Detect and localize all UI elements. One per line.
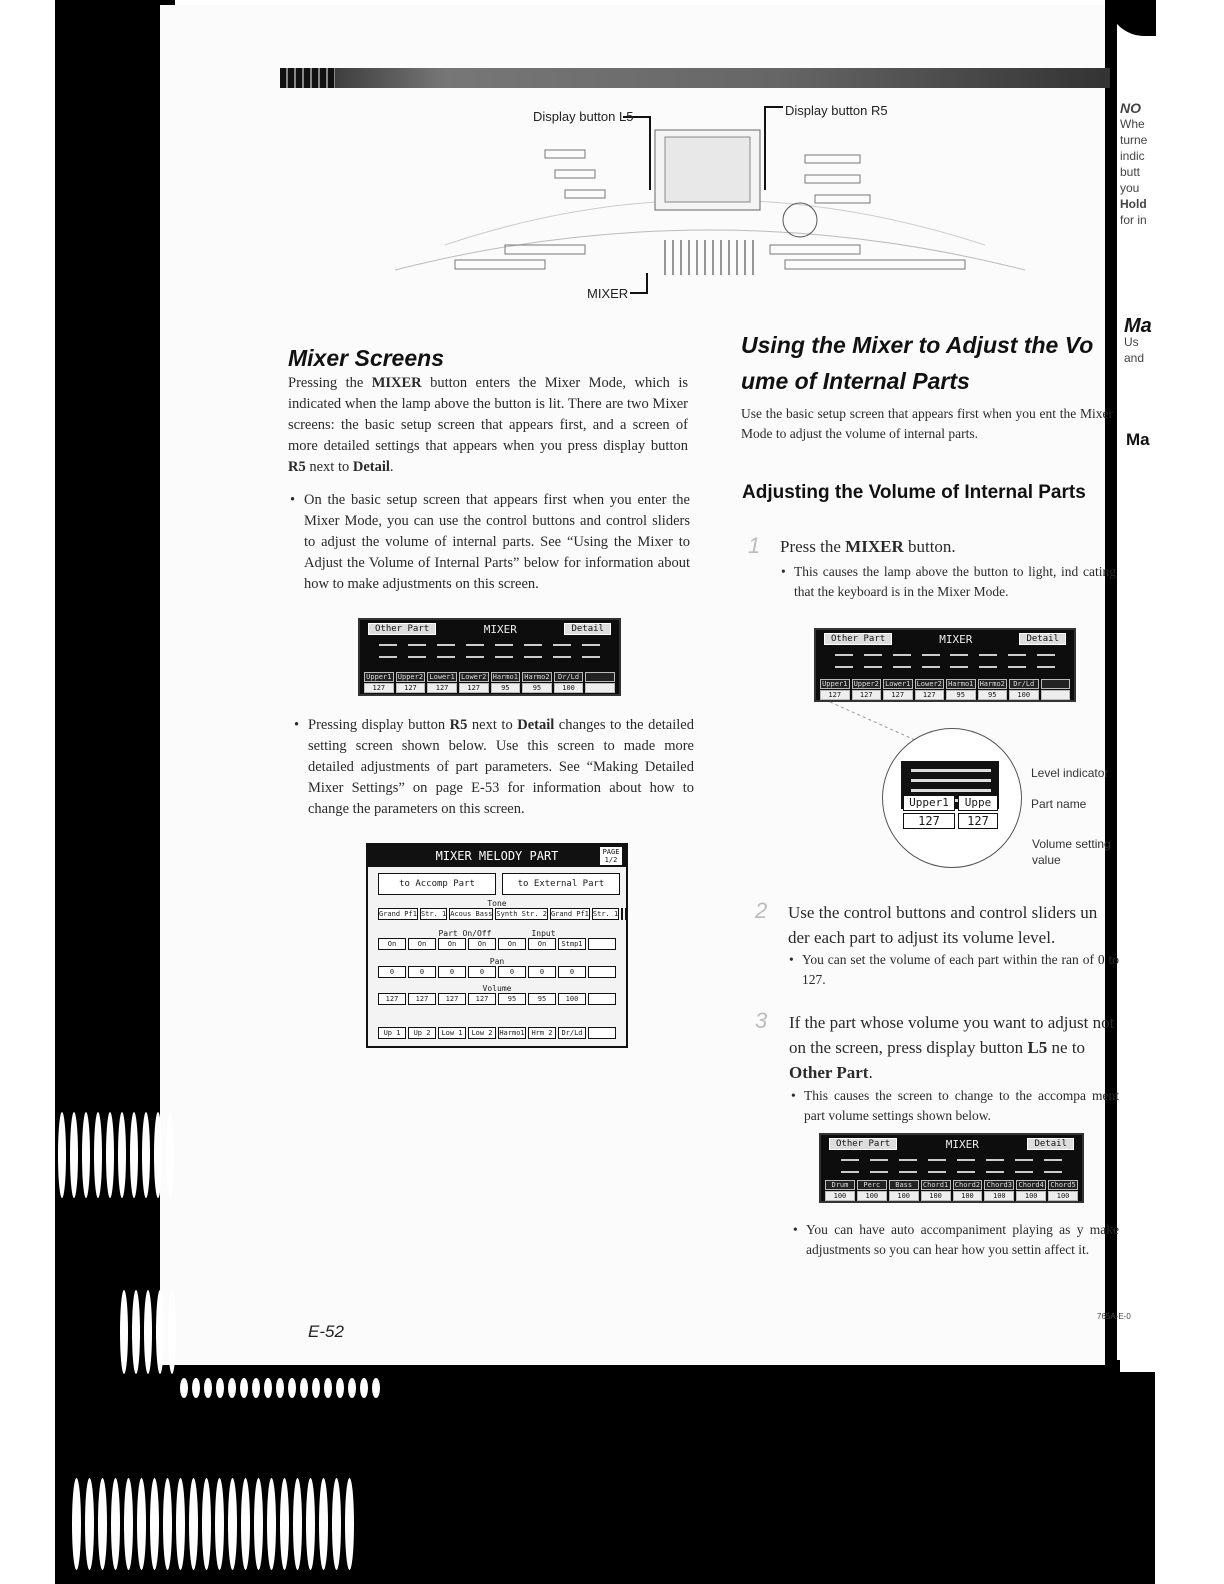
lcd2-to-accomp-button: to Accomp Part	[378, 873, 496, 895]
side-heading-ma-1	[1124, 315, 1158, 366]
pan-cell: 0	[468, 966, 496, 978]
volume-cell: 95	[498, 993, 526, 1005]
part-value: 100	[889, 1191, 919, 1201]
lcd-part-values	[825, 1191, 1078, 1201]
side-heading-text: Ma	[1124, 315, 1152, 337]
lcd-part-names	[820, 679, 1070, 689]
pan-cell: 0	[498, 966, 526, 978]
text-span: Press the	[780, 537, 846, 556]
part-value: 127	[364, 683, 394, 693]
lcd-other-part: Other Part	[368, 623, 436, 635]
tone-cell: Str. 1	[592, 910, 619, 918]
lcd-level-bars	[830, 654, 1060, 668]
part-name: Upper1	[364, 672, 394, 682]
side-note-line: indic	[1120, 149, 1145, 163]
lcd-mixer-accomp	[819, 1133, 1084, 1203]
volume-cell: 100	[558, 993, 586, 1005]
onoff-cell: On	[378, 938, 406, 950]
lcd2-onoff	[378, 938, 616, 950]
pan-cell: 0	[378, 966, 406, 978]
side-note	[1120, 100, 1160, 228]
scan-teeth-1	[58, 1112, 174, 1198]
onoff-cell: On	[438, 938, 466, 950]
part-name: Chord4	[1016, 1180, 1046, 1190]
onoff-cell: On	[408, 938, 436, 950]
part-cell: Harmo1	[499, 1029, 525, 1037]
step1-text	[780, 534, 956, 559]
part-name: Drum	[825, 1180, 855, 1190]
step2-number: 2	[755, 898, 768, 923]
lcd-detail: Detail	[1027, 1138, 1074, 1150]
part-value: 95	[522, 683, 552, 693]
tone-cell: Grand Pf1	[550, 910, 589, 918]
onoff-cell: On	[498, 938, 526, 950]
lcd-mixer-basic	[358, 618, 621, 696]
text-span: If the part whose volume you want to adjust not on the screen, press display button	[789, 1013, 1115, 1057]
part-name: Lower1	[883, 679, 913, 689]
step1-number: 1	[748, 533, 761, 558]
text-span: next to	[305, 459, 353, 475]
part-name: Upper2	[396, 672, 426, 682]
lcd2-tones	[378, 908, 619, 920]
part-name: Lower2	[459, 672, 489, 682]
part-name: Lower2	[915, 679, 945, 689]
part-name: Harmo1	[491, 672, 521, 682]
tone-cell	[625, 908, 627, 920]
part-name: Harmo2	[522, 672, 552, 682]
tone-cell: Grand Pf1	[379, 910, 417, 918]
lcd-level-bars	[374, 644, 605, 658]
lcd2-to-external-button: to External Part	[502, 873, 620, 895]
tone-cell: Str. 1	[420, 910, 447, 918]
lcd2-parts	[378, 1027, 616, 1039]
part-value: 95	[978, 690, 1008, 700]
part-value: 127	[915, 690, 945, 700]
volume-cell: 127	[378, 993, 406, 1005]
part-cell: Up 2	[408, 1027, 436, 1039]
section-header-bar	[280, 68, 1110, 88]
onoff-cell	[588, 938, 616, 950]
volume-cell: 127	[438, 993, 466, 1005]
zoom-circle	[882, 728, 1022, 868]
callout-line: Volume setting	[1032, 837, 1111, 851]
step3-bullet-2: • You can have auto accompaniment playing as y make adjustments so you can hear how you settin affect it.	[793, 1220, 1119, 1260]
lcd-top	[821, 1135, 1082, 1153]
part-value: 127	[427, 683, 457, 693]
part-name: Upper2	[852, 679, 882, 689]
step1-bullet: • This causes the lamp above the button to light, ind cating that the keyboard is in the Mixer Mode.	[781, 562, 1116, 602]
lcd-mixer-step1	[814, 628, 1076, 702]
callout-part-name: Part name	[1031, 797, 1087, 811]
part-cell: Low 2	[468, 1027, 496, 1039]
part-name: Chord2	[953, 1180, 983, 1190]
part-value	[585, 683, 615, 693]
part-name: Harmo1	[946, 679, 976, 689]
bold-mixer: MIXER	[845, 537, 904, 556]
lcd-part-names	[825, 1180, 1078, 1190]
bold-r5: R5	[288, 459, 306, 475]
part-value: 100	[825, 1191, 855, 1201]
label-display-button-l5: Display button L5	[533, 109, 634, 124]
label-mixer: MIXER	[587, 286, 629, 301]
pan-cell: 0	[558, 966, 586, 978]
zoom-part-name: Uppe	[958, 795, 998, 811]
bullet-detail-screen	[294, 715, 694, 820]
part-cell: Hrm 2	[528, 1027, 556, 1039]
zoom-part-names	[903, 795, 998, 811]
lcd-title: MIXER	[939, 632, 973, 646]
lcd2-onoff-label: Part On/Off	[438, 929, 492, 938]
lcd-other-part: Other Part	[824, 633, 892, 645]
part-name: Lower1	[427, 672, 457, 682]
zoom-volume-value: 127	[903, 813, 955, 829]
part-value: 100	[953, 1191, 983, 1201]
intro-paragraph	[288, 373, 688, 478]
part-name: Dr/Ld	[1009, 679, 1039, 689]
pan-cell: 0	[408, 966, 436, 978]
pan-cell: 0	[438, 966, 466, 978]
text-span: Pressing the	[288, 375, 372, 391]
lcd2-header	[368, 845, 626, 867]
volume-cell: 95	[528, 993, 556, 1005]
lcd2-pan-label: Pan	[489, 957, 505, 966]
side-note-line: Hold	[1120, 197, 1147, 211]
scan-teeth-3	[180, 1378, 380, 1398]
text-span: ne to	[1047, 1038, 1086, 1057]
lcd-part-values	[364, 683, 615, 693]
page-number: E-52	[308, 1322, 344, 1341]
step3-text	[789, 1010, 1119, 1085]
heading-using-mixer-line1: Using the Mixer to Adjust the Vo	[741, 332, 1094, 358]
tone-cell: Acous Bass	[450, 910, 493, 918]
zoom-values	[903, 813, 998, 829]
side-note-line: and	[1124, 351, 1145, 365]
part-value: 100	[1048, 1191, 1078, 1201]
part-cell	[588, 1027, 616, 1039]
lcd2-title: MIXER MELODY PART	[435, 849, 559, 863]
bold-r5: R5	[449, 717, 468, 733]
text-span: .	[868, 1063, 873, 1082]
lcd2-volume	[378, 993, 616, 1005]
part-value: 127	[396, 683, 426, 693]
side-note-line: butt	[1120, 165, 1141, 179]
part-cell: Dr/Ld	[558, 1027, 586, 1039]
pan-cell: 0	[528, 966, 556, 978]
step2-bullet: • You can set the volume of each part within the ran of 0 to 127.	[789, 950, 1119, 990]
lcd-top	[816, 630, 1074, 648]
part-name: Chord3	[984, 1180, 1014, 1190]
heading-using-mixer-line2: ume of Internal Parts	[741, 368, 970, 394]
part-name: Upper1	[820, 679, 850, 689]
part-value: 100	[554, 683, 584, 693]
document-code: 765A-E-0	[1097, 1312, 1131, 1321]
lcd2-pan	[378, 966, 616, 978]
part-value: 100	[1016, 1191, 1046, 1201]
step2-text: Use the control buttons and control sliders un der each part to adjust its volume level.	[788, 903, 1098, 947]
text-span: .	[389, 459, 394, 475]
step3-bullet: • This causes the screen to change to the accompa ment part volume settings shown below.	[791, 1086, 1119, 1126]
zoom-part-name: Upper1	[903, 795, 955, 811]
lcd-top	[360, 620, 619, 638]
lcd-detail: Detail	[564, 623, 611, 635]
part-value	[1041, 690, 1071, 700]
part-value: 100	[857, 1191, 887, 1201]
lcd-part-names	[364, 672, 615, 682]
subheading-adjusting: Adjusting the Volume of Internal Parts	[742, 482, 1086, 503]
label-display-button-r5: Display button R5	[785, 103, 888, 118]
lcd-part-values	[820, 690, 1070, 700]
keyboard-figure	[385, 95, 1035, 315]
side-note-line: turne	[1120, 133, 1148, 147]
text-span: next to	[467, 717, 518, 733]
part-value: 95	[491, 683, 521, 693]
keyboard-illustration	[385, 95, 1035, 315]
lcd2-tone-label: Tone	[487, 899, 507, 908]
volume-cell	[588, 993, 616, 1005]
side-note-line: for in	[1120, 213, 1147, 227]
text-span: changes to the detailed setting screen shown below. Use this screen to made more detailed adjustments of part parameters. See “Making Detailed Mixer Settings” on page E-53 for information about how to change the parameters on this screen.	[308, 717, 694, 817]
onoff-cell: On	[468, 938, 496, 950]
side-note-line: Whe	[1120, 117, 1145, 131]
part-value: 127	[459, 683, 489, 693]
onoff-cell: Stmp1	[558, 938, 586, 950]
bold-l5: L5	[1027, 1038, 1048, 1057]
lcd2-page: PAGE 1/2	[600, 847, 622, 865]
text-span: button enters the Mixer Mode, which is indicated when the lamp above the button is lit. There are two Mixer screens: the basic setup screen that appears first, and a screen of more detailed settings that appears when you press display button	[288, 375, 688, 454]
side-note-line: you	[1120, 181, 1140, 195]
scan-spine	[1105, 0, 1117, 1370]
bold-detail: Detail	[517, 717, 555, 733]
side-note-line: Us	[1124, 335, 1139, 349]
part-name: Chord5	[1048, 1180, 1078, 1190]
part-value: 100	[921, 1191, 951, 1201]
lcd2-input-label: Input	[531, 929, 556, 938]
onoff-cell: On	[528, 938, 556, 950]
zoom-volume-value: 127	[958, 813, 998, 829]
part-cell: Up 1	[378, 1027, 406, 1039]
text-span: button.	[903, 537, 956, 556]
side-note-heading: NO	[1120, 100, 1141, 116]
step3-number: 3	[755, 1008, 768, 1033]
lcd-title: MIXER	[945, 1137, 979, 1151]
callout-line: value	[1032, 853, 1061, 867]
part-value: 95	[946, 690, 976, 700]
part-value: 127	[852, 690, 882, 700]
lcd2-volume-label: Volume	[482, 984, 512, 993]
tone-cell: Synth Str. 2	[496, 910, 547, 918]
next-page-strip	[1117, 40, 1157, 1360]
scan-teeth-4	[72, 1478, 354, 1570]
lcd-mixer-detail	[366, 843, 628, 1048]
lcd-other-part: Other Part	[829, 1138, 897, 1150]
lcd-level-bars	[835, 1159, 1068, 1173]
lcd2-onoff-labels	[378, 929, 616, 938]
heading-mixer-screens: Mixer Screens	[288, 345, 444, 371]
part-value: 100	[984, 1191, 1014, 1201]
part-name: Chord1	[921, 1180, 951, 1190]
lcd-detail: Detail	[1019, 633, 1066, 645]
bold-mixer: MIXER	[371, 375, 422, 391]
part-name: Dr/Ld	[554, 672, 584, 682]
part-name: Bass	[889, 1180, 919, 1190]
volume-cell: 127	[468, 993, 496, 1005]
bullet-basic-screen: • On the basic setup screen that appears first when you enter the Mixer Mode, you can use the control buttons and control sliders to adjust the volume of internal parts. See “Using the Mixer to Adjust the Volume of Internal Parts” below for information about how to make adjustments on this screen.	[290, 490, 690, 595]
side-heading-ma-2: Ma	[1126, 430, 1150, 449]
right-intro: Use the basic setup screen that appears first when you ent the Mixer Mode to adjust the volume of internal parts.	[741, 406, 1113, 441]
part-value: 127	[883, 690, 913, 700]
tone-cell	[621, 908, 623, 920]
bold-detail: Detail	[352, 459, 390, 475]
pan-cell	[588, 966, 616, 978]
text-span: Pressing display button	[308, 717, 450, 733]
part-name: Harmo2	[978, 679, 1008, 689]
volume-cell: 127	[408, 993, 436, 1005]
part-name	[1041, 679, 1071, 689]
part-cell: Low 1	[438, 1027, 466, 1039]
part-name	[585, 672, 615, 682]
callout-volume-setting	[1032, 836, 1111, 868]
bold-other-part: Other Part	[789, 1063, 869, 1082]
scan-teeth-2	[120, 1290, 176, 1374]
lcd-title: MIXER	[483, 622, 517, 636]
part-value: 127	[820, 690, 850, 700]
callout-level-indicator: Level indicator	[1031, 766, 1109, 780]
part-value: 100	[1009, 690, 1039, 700]
part-name: Perc	[857, 1180, 887, 1190]
